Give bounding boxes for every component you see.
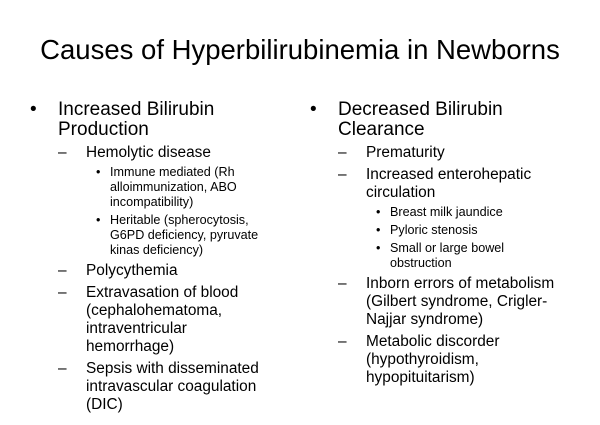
- sub-list-item: [92, 165, 300, 210]
- list-item-text: Polycythemia: [86, 262, 178, 279]
- dash-icon: –: [338, 275, 347, 292]
- list-item-text: Metabolic discorder: [366, 333, 500, 350]
- bullet-icon: •: [376, 205, 381, 219]
- list-item-text: Sepsis with disseminated: [86, 360, 259, 377]
- sub-list-item: [372, 223, 595, 238]
- list-item-text: Inborn errors of metabolism: [366, 275, 555, 292]
- list-item: [58, 144, 300, 162]
- list-item: [58, 284, 300, 356]
- dash-icon: –: [58, 262, 67, 279]
- list-item-text: (DIC): [86, 396, 123, 413]
- left-column: [30, 100, 300, 414]
- right-heading: [310, 100, 595, 140]
- list-item-text: hemorrhage): [86, 338, 175, 355]
- dash-icon: –: [58, 360, 67, 377]
- dash-icon: –: [338, 144, 347, 161]
- dash-icon: –: [338, 333, 347, 350]
- list-item-text: Extravasation of blood: [86, 284, 239, 301]
- list-item-text: (cephalohematoma,: [86, 302, 223, 319]
- right-heading-line: Decreased Bilirubin: [338, 99, 503, 120]
- list-item: [58, 262, 300, 280]
- list-item-text: kinas deficiency): [110, 243, 204, 257]
- list-item-text: Najjar syndrome): [366, 311, 484, 328]
- list-item-text: obstruction: [390, 256, 452, 270]
- bullet-icon: •: [96, 213, 101, 227]
- list-item: [338, 275, 595, 329]
- bullet-icon: •: [376, 241, 381, 255]
- list-item-text: (hypothyroidism,: [366, 351, 479, 368]
- bullet-icon: •: [376, 223, 381, 237]
- list-item-text: Heritable (spherocytosis,: [110, 213, 249, 227]
- list-item: [58, 360, 300, 414]
- left-heading-line: Production: [58, 119, 149, 140]
- slide-title: Causes of Hyperbilirubinemia in Newborns: [40, 34, 560, 65]
- list-item: [338, 166, 595, 202]
- left-heading: [30, 100, 300, 140]
- list-item-text: intraventricular: [86, 320, 187, 337]
- sub-list-item: [372, 205, 595, 220]
- bullet-icon: •: [310, 99, 317, 120]
- list-item-text: circulation: [366, 184, 436, 201]
- list-item-text: Hemolytic disease: [86, 144, 211, 161]
- list-item-text: Immune mediated (Rh: [110, 165, 235, 179]
- list-item-text: Pyloric stenosis: [390, 223, 478, 237]
- bullet-icon: •: [30, 99, 37, 120]
- list-item-text: Prematurity: [366, 144, 445, 161]
- list-item-text: Increased enterohepatic: [366, 166, 532, 183]
- list-item-text: Breast milk jaundice: [390, 205, 503, 219]
- left-heading-line: Increased Bilirubin: [58, 99, 215, 120]
- list-item-text: Small or large bowel: [390, 241, 505, 255]
- list-item-text: (Gilbert syndrome, Crigler-: [366, 293, 548, 310]
- dash-icon: –: [58, 284, 67, 301]
- sub-list-item: [372, 241, 595, 271]
- list-item-text: incompatibility): [110, 195, 194, 209]
- dash-icon: –: [338, 166, 347, 183]
- right-column: [310, 100, 595, 387]
- dash-icon: –: [58, 144, 67, 161]
- right-heading-line: Clearance: [338, 119, 425, 140]
- bullet-icon: •: [96, 165, 101, 179]
- list-item-text: hypopituitarism): [366, 369, 475, 386]
- list-item-text: G6PD deficiency, pyruvate: [110, 228, 259, 242]
- list-item-text: intravascular coagulation: [86, 378, 257, 395]
- list-item: [338, 144, 595, 162]
- list-item-text: alloimmunization, ABO: [110, 180, 237, 194]
- list-item: [338, 333, 595, 387]
- sub-list-item: [92, 213, 300, 258]
